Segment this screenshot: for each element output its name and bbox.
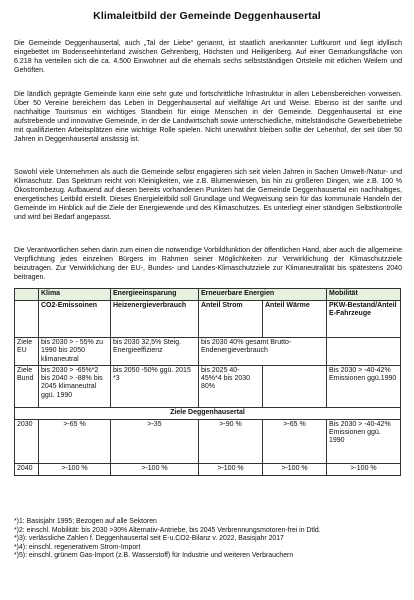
footnote-5: *)5): einschl. grünem Gas-Import (z.B. Wasserstoff) für Industrie und weiteren Verbrauchern bbox=[14, 552, 294, 560]
header-erneuerbare: Erneuerbare Energien bbox=[199, 289, 327, 301]
table-row-bund bbox=[15, 365, 401, 407]
y2040-co2: >-100 % bbox=[39, 463, 111, 475]
subheader-co2: CO2-Emissoinen bbox=[39, 301, 111, 338]
footnote-4: *)4): einschl. regenerativem Strom-Import bbox=[14, 543, 141, 551]
subheader-pkw: PKW-Bestand/Anteil E-Fahrzeuge bbox=[327, 301, 401, 338]
bund-waerme bbox=[263, 365, 327, 407]
responsibility-paragraph: Die Verantwortlichen sehen darin zum einen die notwendige Vorbildfunktion der öffentlichen Hand, aber auch die allgemeine Verpflichtung jedes einzelnen Bürgers im Rahmen seiner Möglichkeiten zur Verwirklichung der Klimaschutzziele beizutragen. Zur Verwirklichung der EU-, Bundes- und Landes-Klimaschutzziele zur Klimaneutralität bis spätestens 2040 beitragen. bbox=[14, 247, 402, 282]
eu-erneuerbar: bis 2030 40% gesamt Brutto-Endenergieverbrauch bbox=[199, 338, 327, 366]
y2040-mob: >-100 % bbox=[327, 463, 401, 475]
bund-strom: bis 2025 40-45%*4 bis 2030 80% bbox=[199, 365, 263, 407]
row-label-2030: 2030 bbox=[15, 419, 39, 463]
row-label-bund: Ziele Bund bbox=[15, 365, 39, 407]
eu-heiz: bis 2030 32,5% Steig. Energieeffizienz bbox=[111, 338, 199, 366]
table-row-2030 bbox=[15, 419, 401, 463]
y2030-co2: >-65 % bbox=[39, 419, 111, 463]
page-title: Klimaleitbild der Gemeinde Deggenhausertal bbox=[93, 10, 321, 22]
corner-cell bbox=[15, 289, 39, 301]
subheader-waerme: Anteil Wärme bbox=[263, 301, 327, 338]
bund-mob: Bis 2030 > -40-42% Emissionen ggü.1990 bbox=[327, 365, 401, 407]
bund-heiz: bis 2050 -50% ggü. 2015 *3 bbox=[111, 365, 199, 407]
y2030-waerme: >-65 % bbox=[263, 419, 327, 463]
subheader-corner bbox=[15, 301, 39, 338]
eu-mob bbox=[327, 338, 401, 366]
climate-goals-table bbox=[14, 288, 401, 476]
y2040-strom: >-100 % bbox=[199, 463, 263, 475]
y2030-heiz: >-35 bbox=[111, 419, 199, 463]
deggen-section-header: Ziele Deggenhausertal bbox=[15, 407, 401, 419]
table-row-2040 bbox=[15, 463, 401, 475]
y2040-heiz: >-100 % bbox=[111, 463, 199, 475]
header-klima: Klima bbox=[39, 289, 111, 301]
row-label-eu: Ziele EU bbox=[15, 338, 39, 366]
y2040-waerme: >-100 % bbox=[263, 463, 327, 475]
environment-paragraph: Sowohl viele Unternehmen als auch die Gemeinde selbst engagieren sich seit vielen Jahren in Sachen Umwelt-/Natur- und Klimaschutz. Das Spektrum reicht von Kleinigkeiten, wie z.B. Blumenwiesen, bis hin zu größeren Dingen, wie z.B. 100 % Ökostrombezug. Aufbauend auf diesen bereits vorhandenen Punkten hat die Gemeinde Deggenhausertal ein nachhaltiges, energetisches Leitbild erstellt. Dieses Energieleitbild soll Grundlage und Wegweisung sein für das kommunale Handeln der Gemeinde im Hinblick auf die Ziele der Energiewende und des Klimaschutzes. Es unterliegt einer ständigen Selbstkontrolle und wird bei Bedarf angepasst. bbox=[14, 169, 402, 222]
footnote-1: *)1: Basisjahr 1995; Bezogen auf alle Sektoren bbox=[14, 518, 157, 525]
footnote-3: *)3): verlässliche Zahlen f. Deggenhausertal seit E-u.CO2-Bilanz v. 2022, Basisjahr 2017 bbox=[14, 535, 284, 543]
bund-co2: bis 2030 > -65%*2 bis 2040 > -88% bis 2045 klimaneutral ggü. 1990 bbox=[39, 365, 111, 407]
table-subheader-row bbox=[15, 301, 401, 338]
table-header-row bbox=[15, 289, 401, 301]
subheader-heizenergie: Heizenergieverbrauch bbox=[111, 301, 199, 338]
row-label-2040: 2040 bbox=[15, 463, 39, 475]
y2030-strom: >-90 % bbox=[199, 419, 263, 463]
header-energieeinsparung: Energieeinsparung bbox=[111, 289, 199, 301]
table-row-deggen-header bbox=[15, 407, 401, 419]
table-row-eu bbox=[15, 338, 401, 366]
subheader-strom: Anteil Strom bbox=[199, 301, 263, 338]
y2030-mob: Bis 2030 > -40-42% Emissionen ggü. 1990 bbox=[327, 419, 401, 463]
footnote-2: *)2: einschl. Mobilität: bis 2030 >30% Alternativ-Antriebe, bis 2045 Verbrennungsmotoren-frei in Dtld. bbox=[14, 526, 321, 534]
eu-co2: bis 2030 > - 55% zu 1990 bis 2050 klimaneutral bbox=[39, 338, 111, 366]
infrastructure-paragraph: Die ländlich geprägte Gemeinde kann eine sehr gute und fortschrittliche Infrastruktur in allen Lebensbereichen vorweisen. Über 50 Vereine bereichern das Leben in Deggenhausertal auf vielfältige Art und Weise. Ebenso ist der sanfte und nachhaltige Tourismus ein wichtiges Standbein für einige Menschen in der Gemeinde. Deggenhausertal ist eine aufstrebende und innovative Gemeinde, in der die Landwirtschaft sowie unterschiedliche, mittelständische Gewerbebetriebe mit qualifizierten Arbeitsplätzen eine wichtige Rolle spielen. Nicht unerwähnt bleiben sollte der Lehenhof, der seit über 50 Jahren in Deggenhausertal ansässig ist. bbox=[14, 91, 402, 144]
intro-paragraph: Die Gemeinde Deggenhausertal, auch „Tal der Liebe“ genannt, ist staatlich anerkannter Luftkurort und liegt idyllisch eingebettet im Bodenseehinterland zwischen Gehrenberg, Höchsten und Heiligenberg. Auf einer Gemarkungsfläche von 6.218 ha verteilen sich die ca. 4.500 Einwohner auf die ehemals sechs selbstständigen Ortsteile mit etlichen Weilern und Gehöften. bbox=[14, 40, 402, 75]
footnotes bbox=[14, 518, 404, 561]
header-mobilitaet: Mobilität bbox=[327, 289, 401, 301]
